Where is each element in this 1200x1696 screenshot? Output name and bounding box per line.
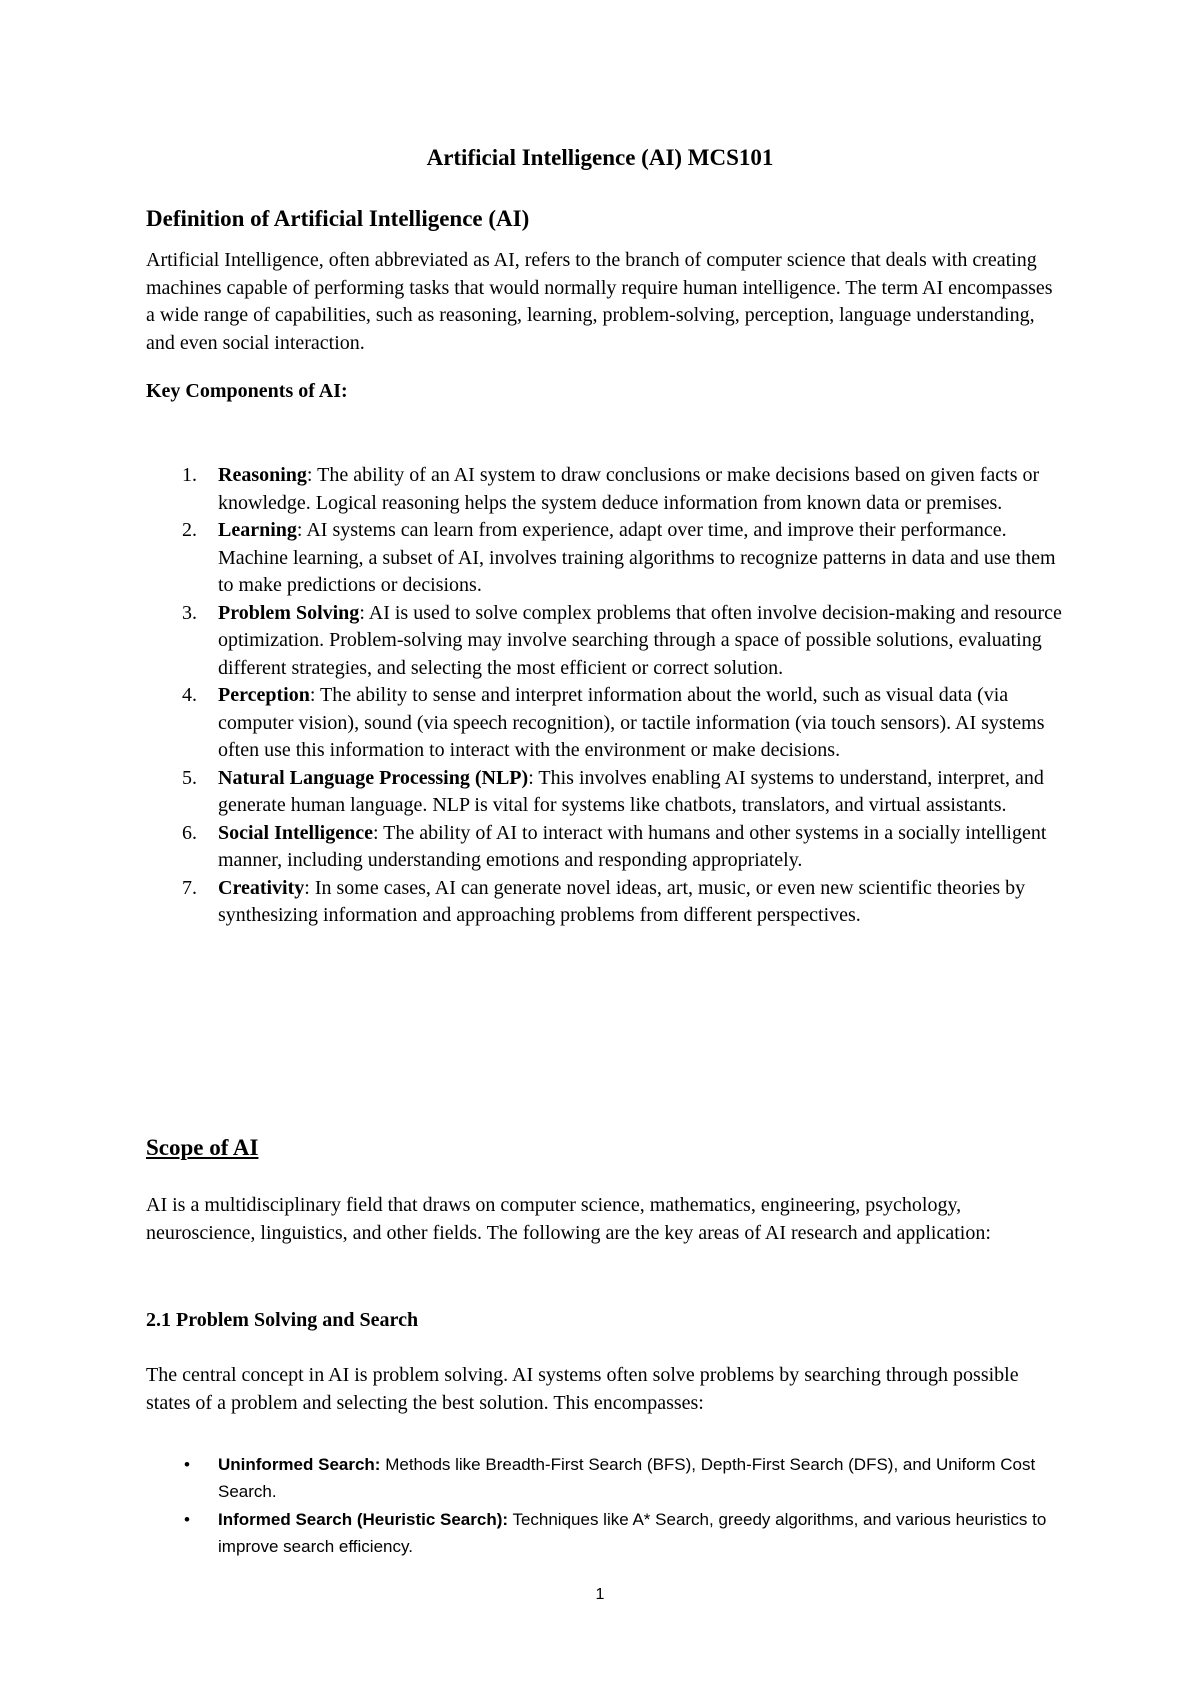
definition-heading: Definition of Artificial Intelligence (AI) <box>146 206 530 231</box>
section-2-1-paragraph: The central concept in AI is problem solving. AI systems often solve problems by searching through possible states of a problem and selecting the best solution. This encompasses: <box>146 1364 1019 1414</box>
component-desc: : The ability of an AI system to draw conclusions or make decisions based on given facts or knowledge. Logical reasoning helps the system deduce information from known data or premises. <box>218 464 1040 514</box>
components-heading: Key Components of AI: <box>146 380 348 402</box>
scope-heading: Scope of AI <box>146 1135 259 1160</box>
component-term: Reasoning <box>218 464 307 486</box>
list-number: 2. <box>182 519 197 541</box>
definition-paragraph: Artificial Intelligence, often abbreviated as AI, refers to the branch of computer science that deals with creating machines capable of performing tasks that would normally require human intelligence. The term AI encompasses a wide range of capabilities, such as reasoning, learning, problem-solving, perception, language understanding, and even social interaction. <box>146 249 1053 354</box>
list-item <box>146 682 1066 765</box>
search-desc: Techniques like A* Search, greedy algorithms, and various heuristics to improve search efficiency. <box>218 1510 1047 1556</box>
list-number: 4. <box>182 684 197 706</box>
list-number: 7. <box>182 876 197 899</box>
search-types-list <box>146 1452 1066 1562</box>
search-term: Uninformed Search: <box>218 1455 381 1474</box>
components-list <box>146 462 1066 930</box>
list-number: 5. <box>182 766 197 789</box>
component-desc: : In some cases, AI can generate novel ideas, art, music, or even new scientific theories by synthesizing information and approaching problems from different perspectives. <box>218 876 1026 926</box>
component-term: Social Intelligence <box>218 821 373 844</box>
page-number: 1 <box>595 1586 605 1603</box>
bullet-icon: • <box>184 1510 190 1529</box>
list-item <box>146 765 1066 820</box>
list-number: 1. <box>182 464 197 486</box>
component-term: Creativity <box>218 876 305 899</box>
list-number: 3. <box>182 601 197 624</box>
component-desc: : The ability to sense and interpret information about the world, such as visual data (via computer vision), sound (via speech recognition), or tactile information (via touch sensors). AI systems often use this information to interact with the environment or make decisions. <box>218 684 1045 761</box>
component-term: Learning <box>218 519 297 541</box>
list-number: 6. <box>182 821 197 844</box>
component-term: Problem Solving <box>218 601 360 624</box>
list-item <box>146 517 1066 600</box>
component-desc: : AI systems can learn from experience, adapt over time, and improve their performance. Machine learning, a subset of AI, involves training algorithms to recognize patterns in data and use them to make predictions or decisions. <box>218 519 1056 596</box>
section-2-1-heading: 2.1 Problem Solving and Search <box>146 1309 419 1331</box>
list-item <box>146 1507 1066 1560</box>
list-item <box>146 1452 1066 1505</box>
bullet-icon: • <box>184 1455 190 1474</box>
document-title: Artificial Intelligence (AI) MCS101 <box>426 145 774 170</box>
scope-paragraph: AI is a multidisciplinary field that draws on computer science, mathematics, engineering, psychology, neuroscience, linguistics, and other fields. The following are the key areas of AI research and application: <box>146 1194 991 1244</box>
component-desc: : AI is used to solve complex problems that often involve decision-making and resource optimization. Problem-solving may involve searching through a space of possible solutions, evaluating different strategies, and selecting the most efficient or correct solution. <box>218 601 1062 679</box>
list-item <box>146 820 1066 875</box>
search-desc: Methods like Breadth-First Search (BFS), Depth-First Search (DFS), and Uniform Cost Search. <box>218 1455 1036 1501</box>
search-term: Informed Search (Heuristic Search): <box>218 1510 509 1529</box>
list-item <box>146 875 1066 930</box>
component-term: Perception <box>218 684 310 706</box>
list-item <box>146 462 1066 517</box>
component-desc: : The ability of AI to interact with humans and other systems in a socially intelligent manner, including understanding emotions and responding appropriately. <box>218 821 1047 871</box>
component-term: Natural Language Processing (NLP) <box>218 766 529 789</box>
list-item <box>146 600 1066 683</box>
component-desc: : This involves enabling AI systems to understand, interpret, and generate human language. NLP is vital for systems like chatbots, translators, and virtual assistants. <box>218 766 1044 816</box>
